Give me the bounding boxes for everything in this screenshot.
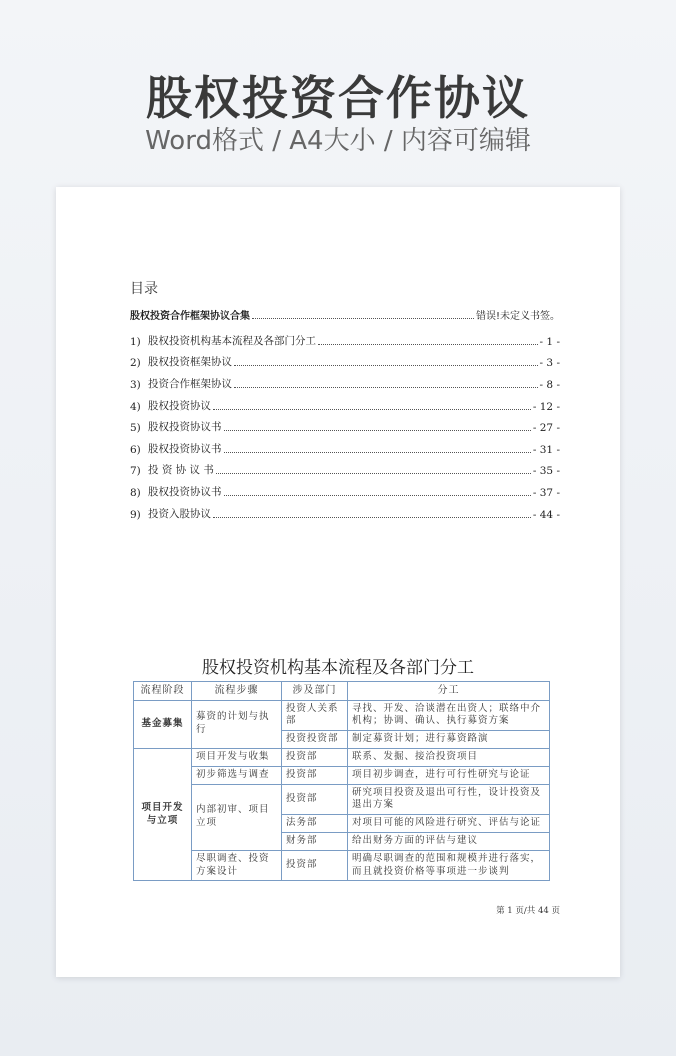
- duty-cell: 寻找、开发、洽谈潜在出资人；联络中介机构；协调、确认、执行募资方案: [348, 700, 550, 731]
- table-row: [134, 850, 550, 881]
- duty-cell: 联系、发掘、接洽投资项目: [348, 748, 550, 766]
- step-cell: 尽职调查、投资方案设计: [192, 850, 282, 881]
- duty-cell: 明确尽职调查的范围和规模并进行落实，而且就投资价格等事项进一步谈判: [348, 850, 550, 881]
- dept-cell: 投资人关系部: [282, 700, 348, 731]
- toc-entry-num: 1): [130, 336, 141, 348]
- table-header: 流程步骤: [192, 682, 282, 701]
- toc-entry-page: - 37 -: [532, 487, 560, 499]
- toc-entry-page: - 1 -: [539, 336, 560, 348]
- toc-entry-label: 股权投资协议书: [148, 421, 222, 433]
- toc-entry-num: 9): [130, 509, 141, 521]
- step-cell: 募资的计划与执行: [192, 700, 282, 748]
- toc-entry[interactable]: [130, 440, 560, 456]
- toc-entry[interactable]: [130, 483, 560, 499]
- process-table: [133, 681, 550, 881]
- toc-entry-label: 股权投资框架协议: [148, 356, 232, 368]
- toc-entry-page: - 12 -: [532, 401, 560, 413]
- toc-entry-label: 股权投资合作框架协议合集: [130, 311, 250, 322]
- toc-leader: [252, 317, 474, 319]
- toc-leader: [318, 343, 538, 345]
- toc-main-entry[interactable]: [130, 306, 560, 322]
- dept-cell: 财务部: [282, 833, 348, 851]
- step-cell: 内部初审、项目立项: [192, 784, 282, 850]
- toc-entry[interactable]: [130, 397, 560, 413]
- dept-cell: 投资部: [282, 748, 348, 766]
- document-page: [56, 187, 620, 977]
- toc-leader: [224, 429, 531, 431]
- toc-heading: 目录: [130, 281, 158, 297]
- toc-entry[interactable]: [130, 375, 560, 391]
- toc-entry-page: - 44 -: [532, 509, 560, 521]
- table-row: [134, 700, 550, 731]
- duty-cell: 制定募资计划；进行募资路演: [348, 731, 550, 749]
- toc-entry-num: 3): [130, 379, 141, 391]
- toc-entry-page: - 35 -: [532, 465, 560, 477]
- stage-cell: 基金募集: [134, 700, 192, 748]
- toc-entry[interactable]: [130, 418, 560, 434]
- toc-entry-label: 股权投资协议书: [148, 486, 222, 498]
- hero-title: 股权投资合作协议: [146, 71, 530, 125]
- toc-entry[interactable]: [130, 353, 560, 369]
- toc-entry-num: 6): [130, 444, 141, 456]
- toc-entry-num: 4): [130, 401, 141, 413]
- duty-cell: 对项目可能的风险进行研究、评估与论证: [348, 815, 550, 833]
- toc-leader: [234, 364, 538, 366]
- dept-cell: 法务部: [282, 815, 348, 833]
- table-row: [134, 766, 550, 784]
- document-title: 股权投资机构基本流程及各部门分工: [202, 658, 474, 678]
- page-footer: 第 1 页/共 44 页: [496, 906, 560, 916]
- step-cell: 项目开发与收集: [192, 748, 282, 766]
- toc-entry-num: 2): [130, 357, 141, 369]
- toc-entry-label: 投资入股协议: [148, 508, 211, 520]
- dept-cell: 投资投资部: [282, 731, 348, 749]
- table-row: [134, 748, 550, 766]
- toc-entry-num: 7): [130, 465, 141, 477]
- table-header: 涉及部门: [282, 682, 348, 701]
- table-header-row: [134, 682, 550, 701]
- toc-entry-label: 投 资 协 议 书: [148, 464, 214, 476]
- table-row: [134, 784, 550, 815]
- toc-entry[interactable]: [130, 461, 560, 477]
- toc-leader: [216, 472, 531, 474]
- toc-leader: [224, 451, 531, 453]
- toc-entry-num: 5): [130, 422, 141, 434]
- table-header: 分工: [348, 682, 550, 701]
- toc-entry-page: - 8 -: [539, 379, 560, 391]
- toc-entry[interactable]: [130, 505, 560, 521]
- toc-leader: [213, 408, 531, 410]
- toc-entry-page: - 3 -: [539, 357, 560, 369]
- hero-subtitle: Word格式 / A4大小 / 内容可编辑: [145, 126, 531, 156]
- duty-cell: 项目初步调查，进行可行性研究与论证: [348, 766, 550, 784]
- toc-entry-label: 投资合作框架协议: [148, 378, 232, 390]
- toc-entry-label: 股权投资协议书: [148, 443, 222, 455]
- toc-leader: [224, 494, 531, 496]
- step-cell: 初步筛选与调查: [192, 766, 282, 784]
- toc-entry-num: 8): [130, 487, 141, 499]
- duty-cell: 研究项目投资及退出可行性，设计投资及退出方案: [348, 784, 550, 815]
- dept-cell: 投资部: [282, 850, 348, 881]
- table-header: 流程阶段: [134, 682, 192, 701]
- dept-cell: 投资部: [282, 766, 348, 784]
- stage-cell: 项目开发与立项: [134, 748, 192, 881]
- duty-cell: 给出财务方面的评估与建议: [348, 833, 550, 851]
- toc-leader: [213, 516, 531, 518]
- toc-entry-page: - 27 -: [532, 422, 560, 434]
- toc-entry-label: 股权投资机构基本流程及各部门分工: [148, 335, 316, 347]
- toc-entry-label: 股权投资协议: [148, 400, 211, 412]
- toc-leader: [234, 386, 538, 388]
- toc-entry[interactable]: [130, 332, 560, 348]
- dept-cell: 投资部: [282, 784, 348, 815]
- toc-entry-page: - 31 -: [532, 444, 560, 456]
- toc-entry-page: 错误!未定义书签。: [475, 311, 560, 322]
